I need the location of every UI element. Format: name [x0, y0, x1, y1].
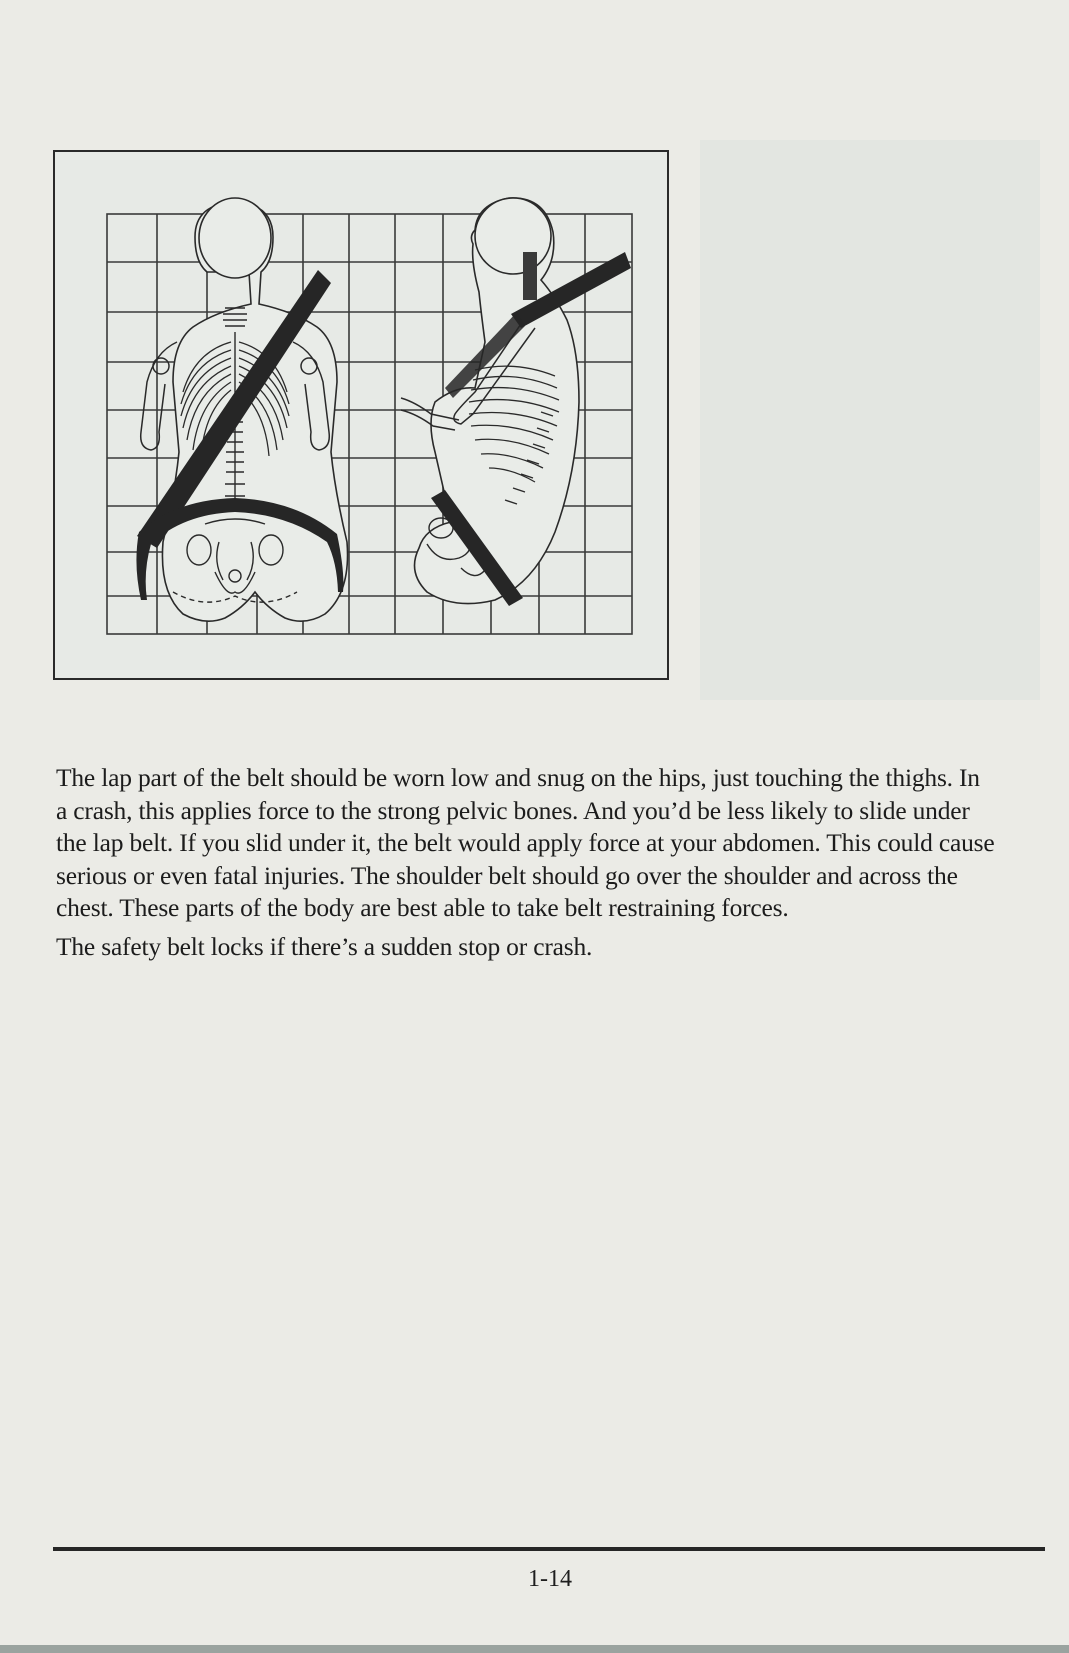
paragraph-lap-belt-guidance: The lap part of the belt should be worn low and snug on the hips, just touching the thighs. In a crash, this applies force to the strong pelvic bones. And you’d be less likely to slide under the lap belt. If you slid under it, the belt would apply force at your abdomen. This could cause serious or even fatal injuries. The shoulder belt should go over the shoulder and across the chest. These parts of the body are best able to take belt restraining forces.: [56, 763, 995, 922]
footer-divider: [53, 1547, 1045, 1551]
page-number: 1-14: [528, 1566, 572, 1592]
page-shading: [700, 140, 1040, 700]
safety-belt-figure: [53, 150, 669, 680]
paragraph-belt-locks: The safety belt locks if there’s a sudden stop or crash.: [56, 931, 593, 961]
page-bottom-edge: [0, 1645, 1069, 1653]
belt-position-illustration: [55, 152, 667, 678]
body-text: [56, 762, 996, 969]
side-figure: [401, 198, 631, 606]
